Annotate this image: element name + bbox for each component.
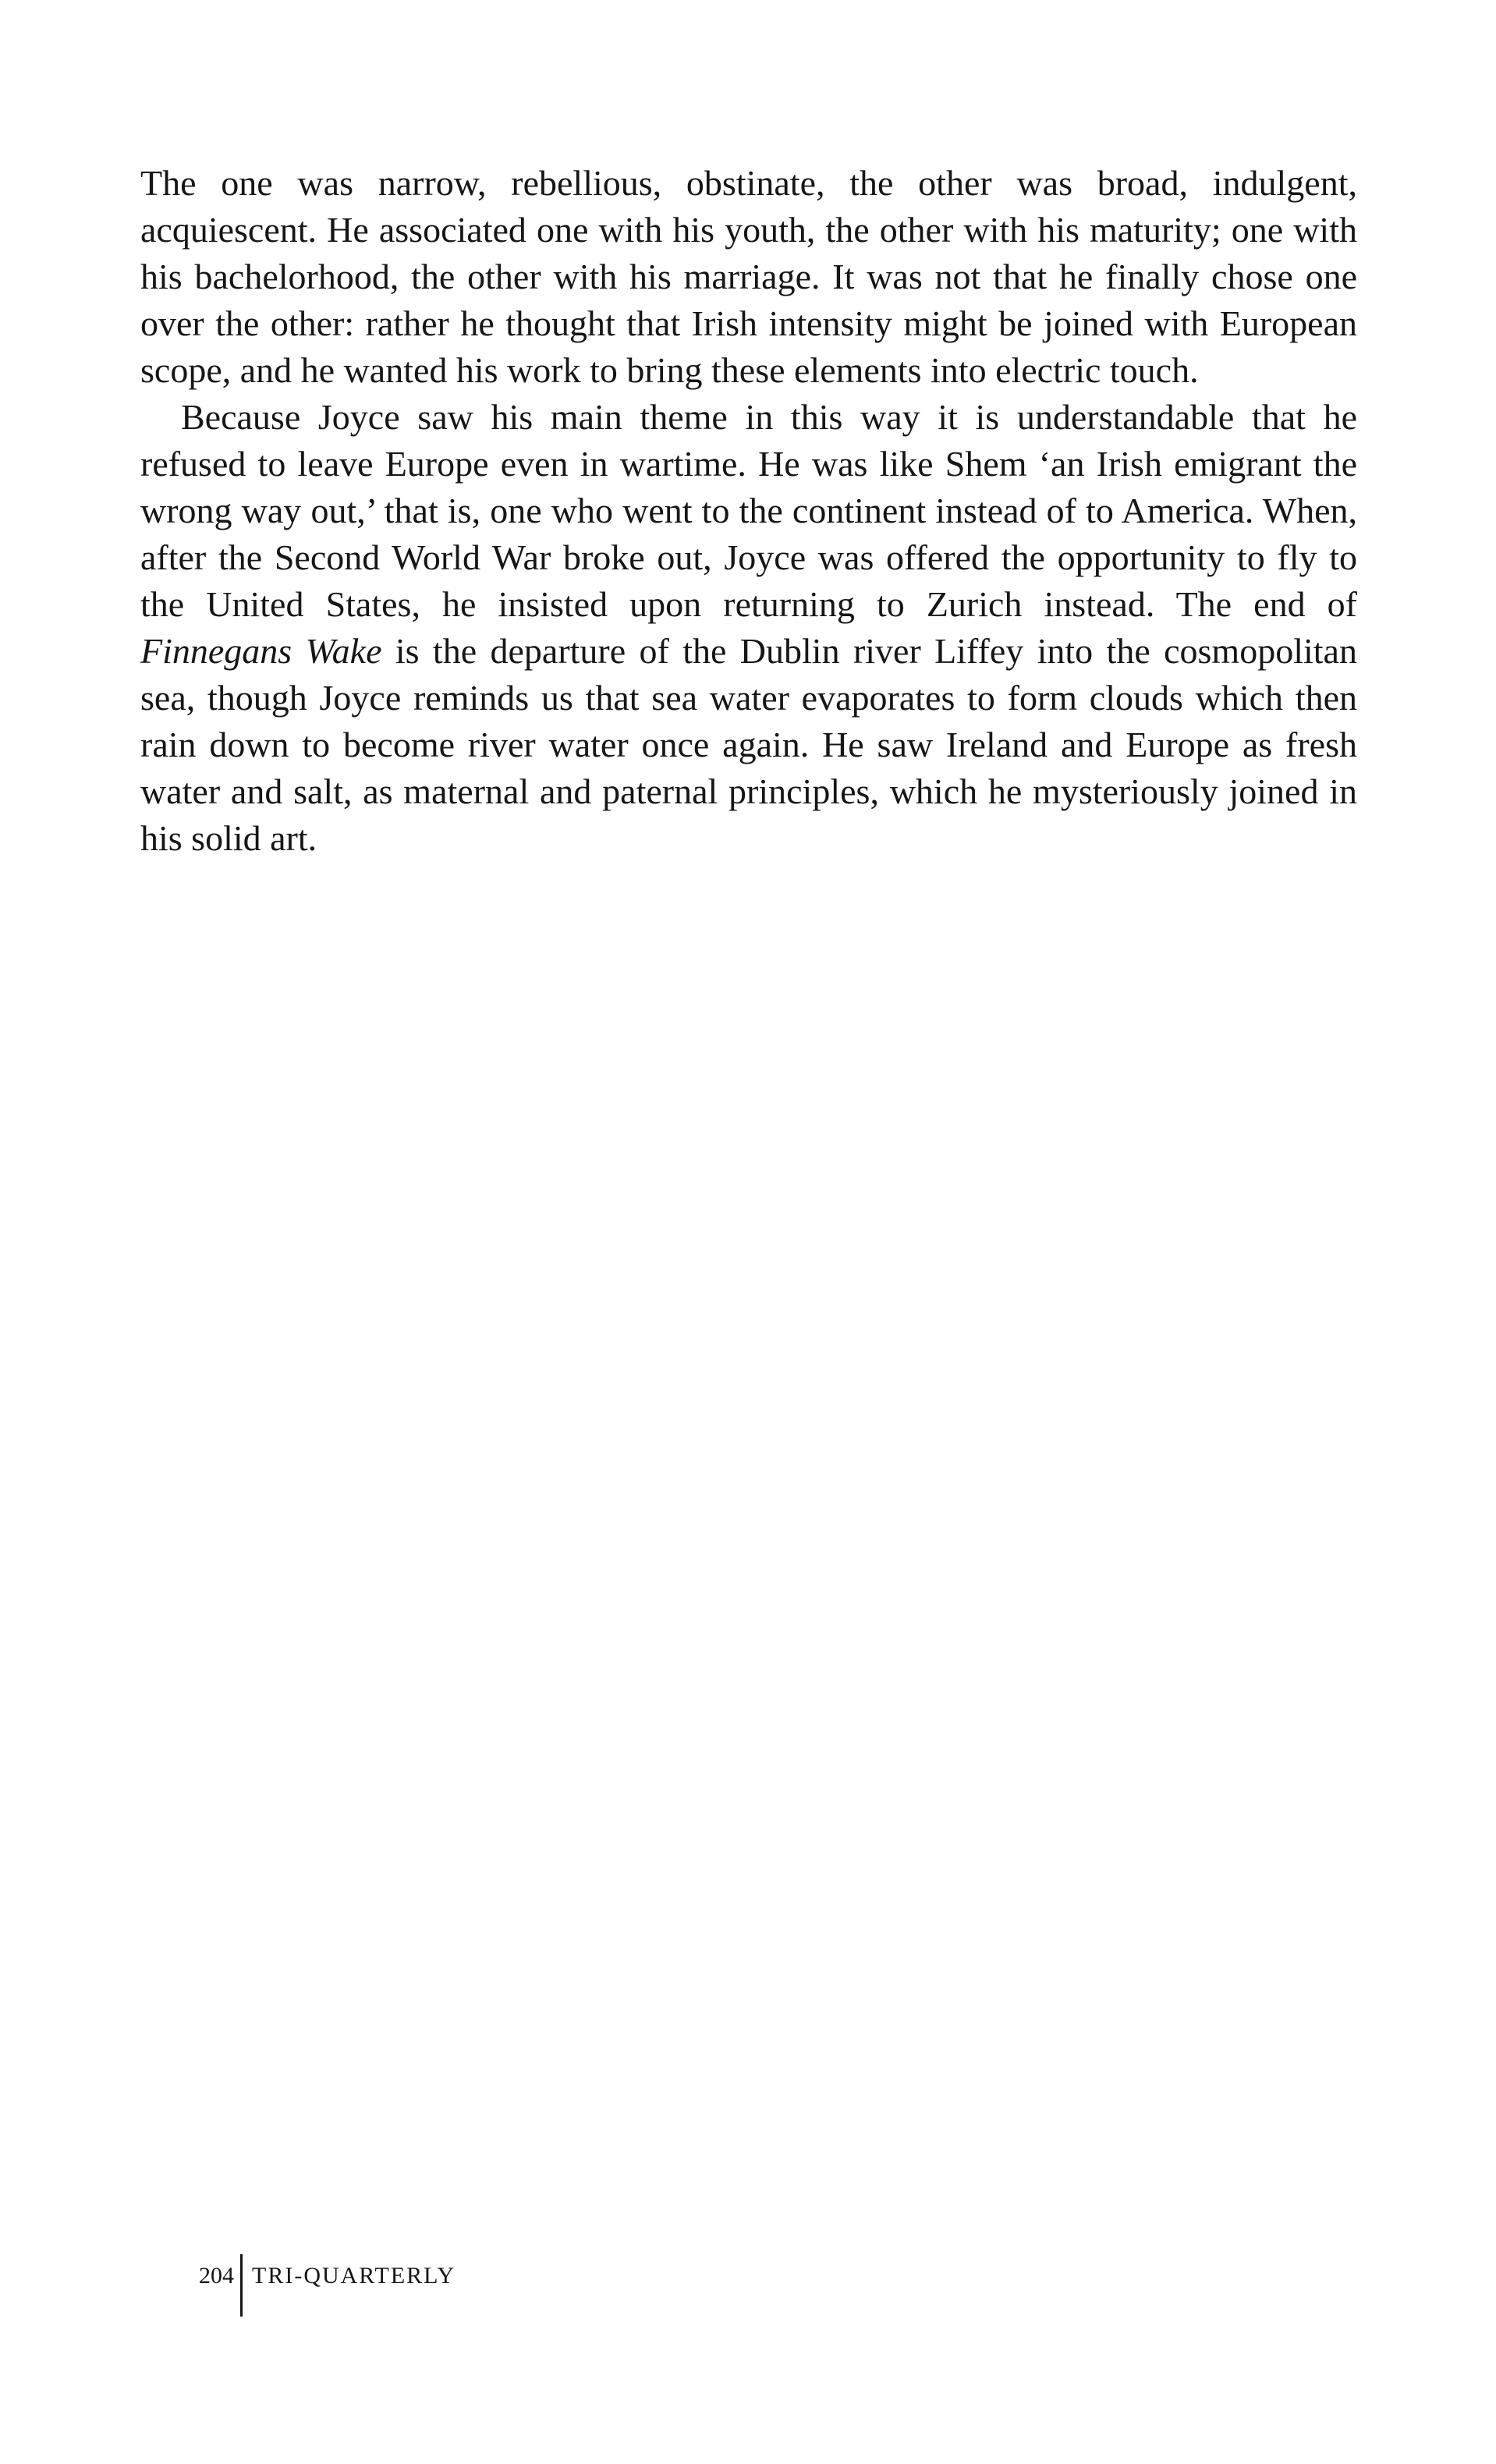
paragraph-2-text-before-title: Because Joyce saw his main theme in this way it is understandable that he refused to leave Europe even in wartime. He was like Shem ‘an Irish emigrant the wrong way out,’ that is, one who went to the continent instead of to America. When, after the Second World War broke out, Joyce was offered the opportunity to fly to the United States, he insisted upon returning to Zurich instead. The end of <box>140 397 1357 624</box>
book-title: Finnegans Wake <box>140 631 382 671</box>
paragraph-2-text-after-title: is the departure of the Dublin river Liffey into the cosmopolitan sea, though Joyce reminds us that sea water evaporates to form clouds which then rain down to become river water once again. He saw Ireland and Europe as fresh water and salt, as maternal and paternal principles, which he mysteriously joined in his solid art. <box>140 631 1357 858</box>
page-footer <box>199 2254 456 2317</box>
paragraph-1-text: The one was narrow, rebellious, obstinate, the other was broad, indulgent, acquiescent. He associated one with his youth, the other with his maturity; one with his bachelorhood, the other with his marriage. It was not that he finally chose one over the other: rather he thought that Irish intensity might be joined with European scope, and he wanted his work to bring these elements into electric touch. <box>140 163 1357 390</box>
journal-name: TRI-QUARTERLY <box>252 2263 456 2289</box>
footer-divider <box>240 2254 243 2317</box>
paragraph-2 <box>140 394 1357 862</box>
body-text <box>140 160 1357 862</box>
page-number: 204 <box>199 2263 234 2289</box>
paragraph-1 <box>140 160 1357 394</box>
